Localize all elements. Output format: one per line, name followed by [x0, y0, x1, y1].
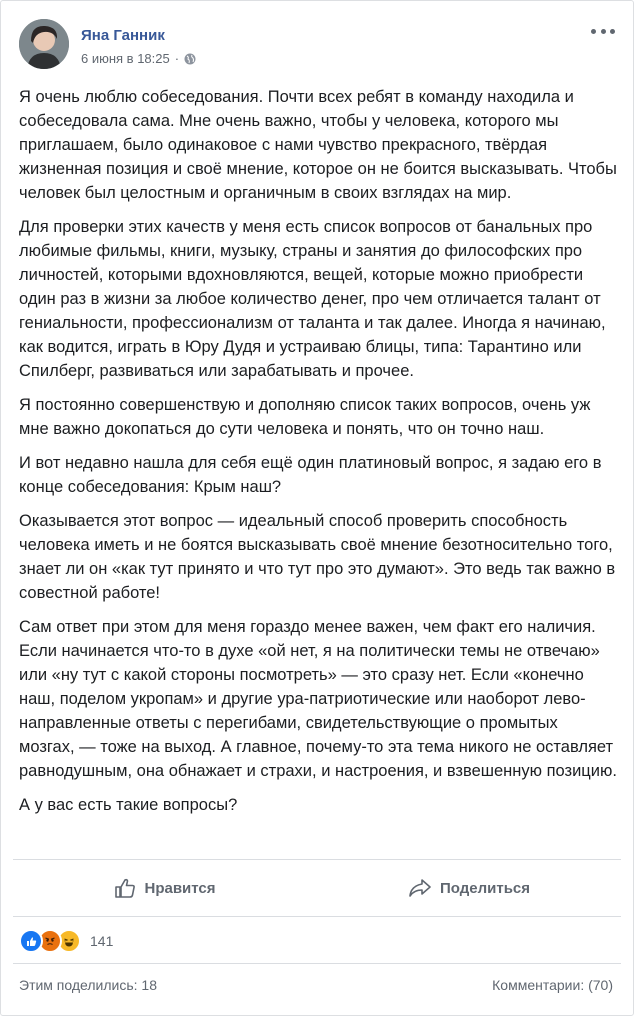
post-paragraph: И вот недавно нашла для себя ещё один платиновый вопрос, я задаю его в конце собеседования: Крым наш? [19, 454, 602, 496]
post-meta [81, 51, 196, 66]
post-header [19, 19, 621, 75]
share-label: Поделиться [439, 879, 531, 897]
like-icon [19, 929, 43, 953]
share-button[interactable] [317, 860, 621, 916]
thumbs-up-icon [114, 877, 136, 899]
post-paragraph: А у вас есть такие вопросы? [19, 796, 238, 814]
shares-count[interactable]: Этим поделились: 18 [19, 977, 157, 993]
post-paragraph: Сам ответ при этом для меня гораздо менее важен, чем факт его наличия. Если начинается что-то в духе «ой нет, я на политически темы не отвечаю» или «ну тут с какой стороны посмотреть» — это сразу нет. Если «конечно наш, поделом укропам» и другие ура-патриотические или наоборот лево-направленные ответы с перегибами, свидетельствующие о промытых мозгах, — тоже на выход. А главное, почему-то эта тема никого не оставляет равнодушным, она обнажает и страхи, и настроения, и взвешенную позицию. [19, 618, 617, 780]
footer-divider [13, 963, 621, 964]
meta-separator: · [174, 51, 180, 66]
post-paragraph: Я очень люблю собеседования. Почти всех ребят в команду находила и собеседовала сама. Мне очень важно, чтобы у человека, которого мы приглашаем, было одинаковое с нами чувство прекрасного, твёрдая жизненная позиция и своё мнение, которое он не боится высказывать. Чтобы человек был целостным и органичным в своих взглядах на мир. [19, 88, 617, 202]
action-bar [13, 859, 621, 917]
globe-icon[interactable] [184, 53, 196, 65]
post-footer [19, 977, 613, 993]
post-paragraph: Я постоянно совершенствую и дополняю список таких вопросов, очень уж мне важно докопаться до сути человека и понять, что он точно наш. [19, 396, 591, 438]
avatar[interactable] [19, 19, 69, 69]
more-icon[interactable] [591, 23, 615, 39]
post-date[interactable]: 6 июня в 18:25 [81, 51, 170, 66]
post-paragraph: Оказывается этот вопрос — идеальный способ проверить способность человека иметь и не боятся высказывать своё мнение безотносительно того, знает ли он «как тут принято и что тут про это думают». Это ведь так важно в совестной работе! [19, 512, 616, 602]
like-label: Нравится [144, 879, 216, 897]
post-text [19, 85, 617, 827]
author-name[interactable]: Яна Ганник [81, 27, 165, 44]
share-icon [408, 877, 432, 899]
reactions-summary[interactable] [19, 929, 113, 953]
reactions-count[interactable]: 141 [90, 933, 114, 949]
like-button[interactable] [13, 860, 317, 916]
comments-count[interactable]: Комментарии: (70) [492, 977, 613, 993]
post-paragraph: Для проверки этих качеств у меня есть список вопросов от банальных про любимые фильмы, книги, музыку, страны и занятия до философских про личностей, которыми вдохновляются, вещей, которые можно приобрести один раз в жизни за любое количество денег, про чем отличается талант от гениальности, профессионализм от таланта и так далее. Иногда я начинаю, как водится, играть в Юру Дудя и устраиваю блицы, типа: Тарантино или Спилберг, развиваться или зарабатывать и прочее. [19, 218, 606, 380]
